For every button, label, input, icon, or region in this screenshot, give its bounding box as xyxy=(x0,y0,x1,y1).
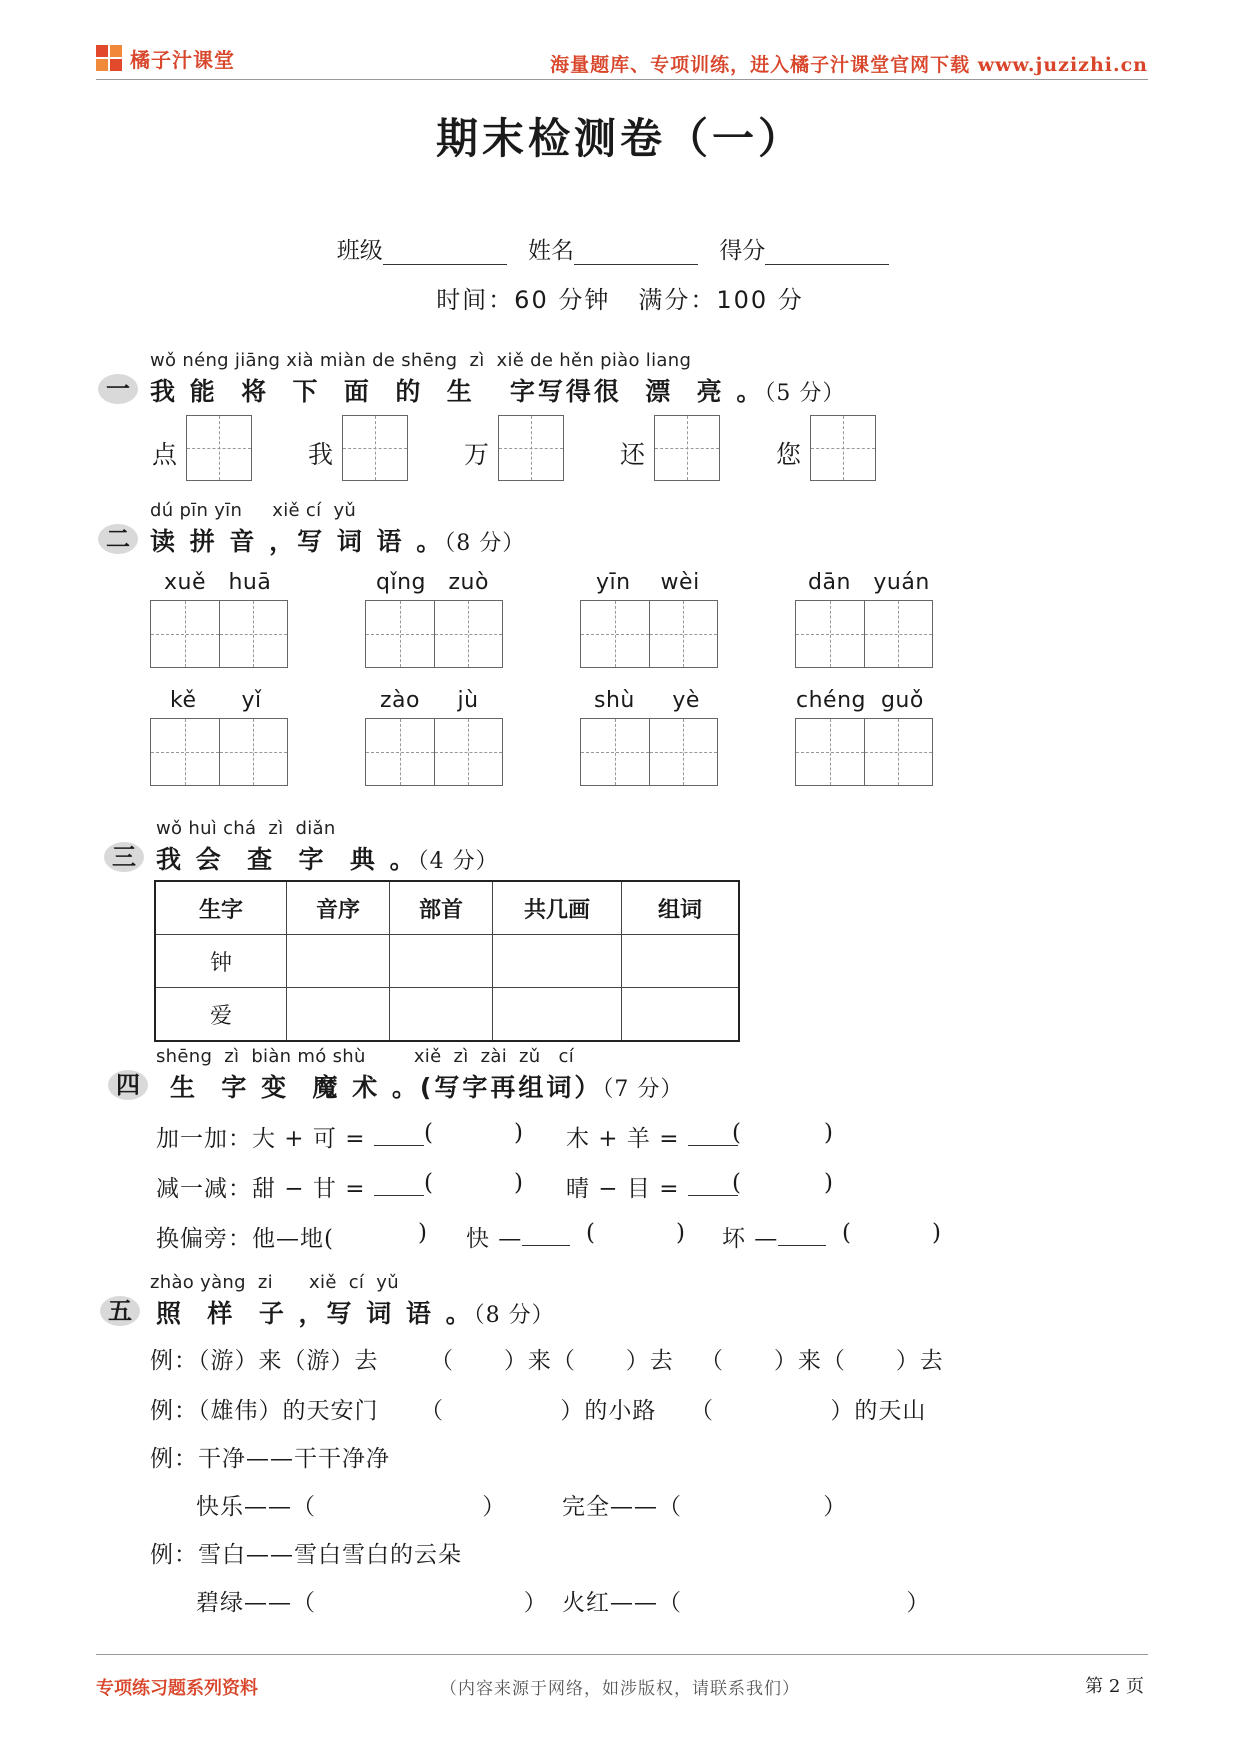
name-field[interactable] xyxy=(574,240,698,265)
answer-cell[interactable] xyxy=(287,988,390,1042)
footer-series: 专项练习题系列资料 xyxy=(96,1678,258,1699)
q2-box-6[interactable] xyxy=(580,718,718,786)
answer-cell[interactable] xyxy=(493,988,622,1042)
q2-word-pinyin-1: qǐng zuò xyxy=(376,570,489,595)
answer-cell[interactable] xyxy=(390,935,493,988)
q4-score: （7 分） xyxy=(602,1077,684,1102)
q3-score: （4 分） xyxy=(417,849,499,874)
answer-blank[interactable] xyxy=(374,1173,424,1196)
paren-close: ) xyxy=(824,1120,834,1146)
q5-ex4-example: 例：雪白——雪白雪白的云朵 xyxy=(150,1542,462,1568)
answer-cell[interactable] xyxy=(390,988,493,1042)
q2-word-pinyin-2: yīn wèi xyxy=(596,570,700,595)
q2-badge: 二 xyxy=(98,524,138,554)
q4-sub-line-2 xyxy=(566,1170,738,1203)
paren-close: ) xyxy=(418,1220,428,1246)
q1-cell-0[interactable] xyxy=(186,415,252,481)
answer-blank[interactable] xyxy=(522,1223,570,1246)
q1-cell-1[interactable] xyxy=(342,415,408,481)
add-eq-1: 大 + 可 = xyxy=(252,1126,366,1152)
q1-score: （5 分） xyxy=(764,381,846,406)
row-char: 钟 xyxy=(155,935,287,988)
q3-text xyxy=(156,840,499,876)
rad-item-kuai: 快 — xyxy=(466,1226,523,1252)
footer-copyright: （内容来源于网络，如涉版权，请联系我们） xyxy=(440,1679,800,1699)
q2-text xyxy=(150,522,525,558)
sub-eq-2: 晴 − 目 = xyxy=(566,1176,680,1202)
answer-blank[interactable] xyxy=(688,1123,738,1146)
q1-prompt: 我 能 将 下 面 的 生 字写得很 漂 亮 。 xyxy=(150,377,765,406)
sub-label: 减一减： xyxy=(156,1176,252,1202)
q3-pinyin: wǒ huì chá zì diǎn xyxy=(156,818,336,839)
q2-box-4[interactable] xyxy=(150,718,288,786)
q5-ex4-blank-2[interactable]: 火红——（ ） xyxy=(562,1590,931,1616)
answer-cell[interactable] xyxy=(622,935,740,988)
table-row xyxy=(155,935,739,988)
table-row xyxy=(155,988,739,1042)
row-char: 爱 xyxy=(155,988,287,1042)
paren-open: ( xyxy=(586,1220,596,1246)
time-text: 时间：60 分钟 xyxy=(436,286,611,314)
q2-box-0[interactable] xyxy=(150,600,288,668)
col-header-radical: 部首 xyxy=(390,881,493,935)
q5-pinyin: zhào yàng zi xiě cí yǔ xyxy=(150,1272,399,1293)
name-label: 姓名 xyxy=(528,238,574,264)
table-header-row xyxy=(155,881,739,935)
paren-open: ( xyxy=(424,1120,434,1146)
q5-ex2-blank-2[interactable]: （ ）的天山 xyxy=(690,1398,927,1424)
answer-cell[interactable] xyxy=(493,935,622,988)
paren-close: ) xyxy=(514,1120,524,1146)
q2-word-pinyin-7: chéng guǒ xyxy=(796,688,924,713)
q2-pinyin: dú pīn yīn xiě cí yǔ xyxy=(150,500,357,521)
q2-box-5[interactable] xyxy=(365,718,503,786)
q2-box-1[interactable] xyxy=(365,600,503,668)
q4-rad-line xyxy=(156,1220,334,1253)
student-info xyxy=(0,232,1240,265)
page-title: 期末检测卷（一） xyxy=(435,114,804,163)
paren-close: ) xyxy=(676,1220,686,1246)
q1-char-1: 我 xyxy=(308,440,334,469)
q3-prompt: 我 会 查 字 典 。 xyxy=(156,845,418,874)
paren-close: ) xyxy=(824,1170,834,1196)
paren-open: ( xyxy=(732,1120,742,1146)
q5-ex2-blank-1[interactable]: （ ）的小路 xyxy=(420,1398,657,1424)
q2-box-7[interactable] xyxy=(795,718,933,786)
full-score-text: 满分：100 分 xyxy=(638,286,804,314)
q2-prompt: 读 拼 音 ，写 词 语 。 xyxy=(150,527,445,556)
q1-cell-3[interactable] xyxy=(654,415,720,481)
q1-char-4: 您 xyxy=(776,440,802,469)
q1-char-3: 还 xyxy=(620,440,646,469)
q1-char-2: 万 xyxy=(464,440,490,469)
q5-ex3-blank-1[interactable]: 快乐——（ ） xyxy=(196,1494,507,1520)
q4-rad-2 xyxy=(466,1220,570,1253)
q5-ex1-blank-2[interactable]: （ ）来（ ）去 xyxy=(700,1348,944,1374)
paren-open: ( xyxy=(842,1220,852,1246)
class-field[interactable] xyxy=(383,240,507,265)
add-eq-2: 木 + 羊 = xyxy=(566,1126,680,1152)
q4-prompt: 生 字 变 魔 术 。(写字再组词） xyxy=(170,1073,603,1102)
q2-word-pinyin-0: xuě huā xyxy=(164,570,272,595)
q2-word-pinyin-6: shù yè xyxy=(594,688,700,713)
class-label: 班级 xyxy=(336,238,383,264)
score-field[interactable] xyxy=(765,240,889,265)
logo-text: 橘子汁课堂 xyxy=(130,48,235,72)
page-number: 第 2 页 xyxy=(1085,1676,1144,1697)
header-slogan: 海量题库、专项训练，进入橘子汁课堂官网下载 www.juzizhi.cn xyxy=(550,54,1148,76)
q4-badge: 四 xyxy=(108,1070,148,1100)
q2-word-pinyin-5: zào jù xyxy=(380,688,479,713)
q5-ex1-example: 例：（游）来（游）去 xyxy=(150,1348,379,1374)
q5-prompt: 照 样 子 ，写 词 语 。 xyxy=(156,1299,474,1328)
rad-example: 他—地( xyxy=(252,1226,334,1252)
answer-cell[interactable] xyxy=(622,988,740,1042)
rad-label: 换偏旁： xyxy=(156,1226,252,1252)
q1-cell-2[interactable] xyxy=(498,415,564,481)
dictionary-table xyxy=(154,880,740,1042)
q1-pinyin: wǒ néng jiāng xià miàn de shēng zì xiě de hěn piào liang xyxy=(150,350,692,371)
logo xyxy=(96,44,235,73)
col-header-char: 生字 xyxy=(155,881,287,935)
q4-pinyin: shēng zì biàn mó shù xiě zì zài zǔ cí xyxy=(156,1046,575,1067)
q2-word-pinyin-3: dān yuán xyxy=(808,570,930,595)
q4-add-line-2 xyxy=(566,1120,738,1153)
sub-eq-1: 甜 − 甘 = xyxy=(252,1176,366,1202)
q1-char-0: 点 xyxy=(152,440,178,469)
q2-word-pinyin-4: kě yǐ xyxy=(170,688,262,713)
q1-cell-4[interactable] xyxy=(810,415,876,481)
answer-blank[interactable] xyxy=(374,1123,424,1146)
q5-ex1-blank-1[interactable]: （ ）来（ ）去 xyxy=(430,1348,674,1374)
q1-text xyxy=(150,372,845,408)
paren-open: ( xyxy=(424,1170,434,1196)
q4-rad-3 xyxy=(722,1220,826,1253)
header-divider xyxy=(96,79,1148,80)
q4-add-line xyxy=(156,1120,424,1153)
col-header-strokes: 共几画 xyxy=(493,881,622,935)
q5-badge: 五 xyxy=(100,1296,140,1326)
paren-close: ) xyxy=(514,1170,524,1196)
q4-text xyxy=(170,1068,683,1104)
footer-divider xyxy=(96,1654,1148,1655)
q5-ex4-blank-1[interactable]: 碧绿——（ ） xyxy=(196,1590,548,1616)
col-header-order: 音序 xyxy=(287,881,390,935)
q2-box-2[interactable] xyxy=(580,600,718,668)
q2-box-3[interactable] xyxy=(795,600,933,668)
q5-score: （8 分） xyxy=(473,1303,555,1328)
answer-cell[interactable] xyxy=(287,935,390,988)
col-header-words: 组词 xyxy=(622,881,740,935)
time-line xyxy=(0,280,1240,315)
logo-icon xyxy=(96,45,124,73)
q2-score: （8 分） xyxy=(444,531,526,556)
rad-item-huai: 坏 — xyxy=(722,1226,779,1252)
score-label: 得分 xyxy=(719,238,766,264)
q5-text xyxy=(156,1294,555,1330)
paren-open: ( xyxy=(732,1170,742,1196)
answer-blank[interactable] xyxy=(778,1223,826,1246)
q5-ex2-example: 例：（雄伟）的天安门 xyxy=(150,1398,379,1424)
paren-close: ) xyxy=(932,1220,942,1246)
answer-blank[interactable] xyxy=(688,1173,738,1196)
q5-ex3-blank-2[interactable]: 完全——（ ） xyxy=(562,1494,848,1520)
add-label: 加一加： xyxy=(156,1126,252,1152)
q5-ex3-example: 例：干净——干干净净 xyxy=(150,1446,390,1472)
q3-badge: 三 xyxy=(104,842,144,872)
q4-sub-line xyxy=(156,1170,424,1203)
q1-badge: 一 xyxy=(98,374,138,404)
